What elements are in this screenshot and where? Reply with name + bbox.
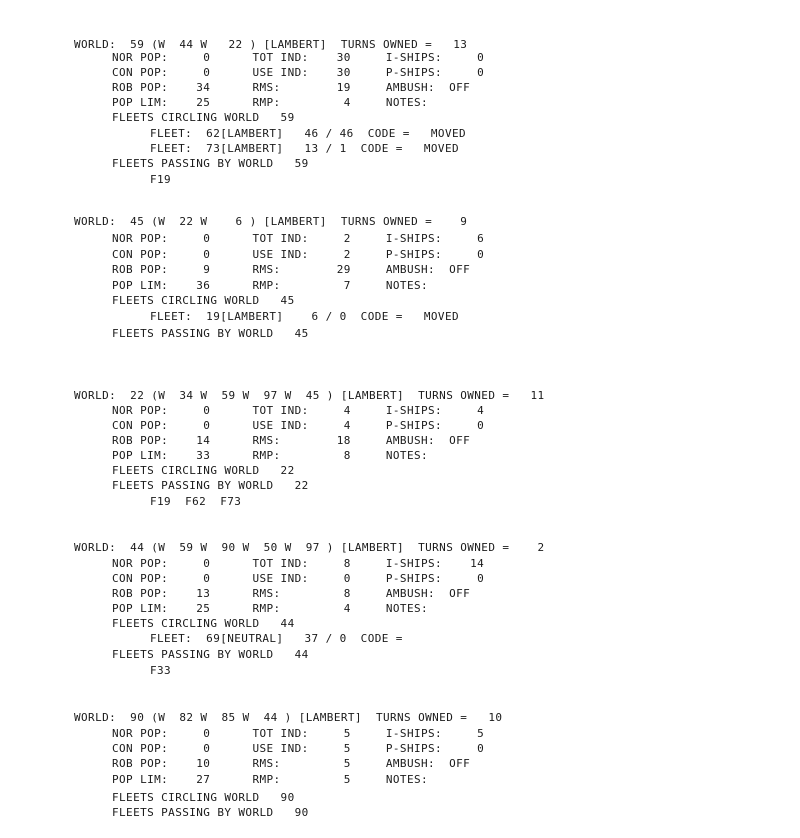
fleets-passing-header: FLEETS PASSING BY WORLD 44 <box>112 648 309 661</box>
world-stat-line: CON POP: 0 USE IND: 0 P-SHIPS: 0 <box>112 572 485 585</box>
world-stat-line: CON POP: 0 USE IND: 4 P-SHIPS: 0 <box>112 419 485 432</box>
world-stat-line: CON POP: 0 USE IND: 2 P-SHIPS: 0 <box>112 248 485 261</box>
world-stat-line: ROB POP: 9 RMS: 29 AMBUSH: OFF <box>112 263 471 276</box>
world-stat-line: POP LIM: 25 RMP: 4 NOTES: <box>112 96 429 109</box>
world-stat-line: NOR POP: 0 TOT IND: 5 I-SHIPS: 5 <box>112 727 485 740</box>
passing-fleet-list: F19 <box>150 173 172 186</box>
world-stat-line: NOR POP: 0 TOT IND: 4 I-SHIPS: 4 <box>112 404 485 417</box>
world-stat-line: POP LIM: 36 RMP: 7 NOTES: <box>112 279 429 292</box>
fleet-entry: FLEET: 19[LAMBERT] 6 / 0 CODE = MOVED <box>150 310 459 323</box>
world-stat-line: POP LIM: 33 RMP: 8 NOTES: <box>112 449 429 462</box>
fleets-circling-header: FLEETS CIRCLING WORLD 59 <box>112 111 295 124</box>
fleets-circling-header: FLEETS CIRCLING WORLD 44 <box>112 617 295 630</box>
world-header: WORLD: 45 (W 22 W 6 ) [LAMBERT] TURNS OWNED = 9 <box>74 215 468 228</box>
world-stat-line: CON POP: 0 USE IND: 30 P-SHIPS: 0 <box>112 66 485 79</box>
fleets-passing-header: FLEETS PASSING BY WORLD 45 <box>112 327 309 340</box>
world-header: WORLD: 22 (W 34 W 59 W 97 W 45 ) [LAMBERT] TURNS OWNED = 11 <box>74 389 545 402</box>
world-stat-line: ROB POP: 34 RMS: 19 AMBUSH: OFF <box>112 81 471 94</box>
fleets-circling-header: FLEETS CIRCLING WORLD 90 <box>112 791 295 804</box>
fleets-circling-header: FLEETS CIRCLING WORLD 45 <box>112 294 295 307</box>
fleets-passing-header: FLEETS PASSING BY WORLD 90 <box>112 806 309 819</box>
fleet-entry: FLEET: 62[LAMBERT] 46 / 46 CODE = MOVED <box>150 127 467 140</box>
world-stat-line: ROB POP: 10 RMS: 5 AMBUSH: OFF <box>112 757 471 770</box>
world-stat-line: NOR POP: 0 TOT IND: 2 I-SHIPS: 6 <box>112 232 485 245</box>
passing-fleet-list: F33 <box>150 664 172 677</box>
world-header: WORLD: 44 (W 59 W 90 W 50 W 97 ) [LAMBERT] TURNS OWNED = 2 <box>74 541 545 554</box>
fleet-entry: FLEET: 69[NEUTRAL] 37 / 0 CODE = <box>150 632 403 645</box>
world-stat-line: CON POP: 0 USE IND: 5 P-SHIPS: 0 <box>112 742 485 755</box>
world-stat-line: POP LIM: 27 RMP: 5 NOTES: <box>112 773 429 786</box>
world-stat-line: NOR POP: 0 TOT IND: 30 I-SHIPS: 0 <box>112 51 485 64</box>
fleet-entry: FLEET: 73[LAMBERT] 13 / 1 CODE = MOVED <box>150 142 459 155</box>
fleets-circling-header: FLEETS CIRCLING WORLD 22 <box>112 464 295 477</box>
world-stat-line: POP LIM: 25 RMP: 4 NOTES: <box>112 602 429 615</box>
world-header: WORLD: 59 (W 44 W 22 ) [LAMBERT] TURNS OWNED = 13 <box>74 38 468 51</box>
world-header: WORLD: 90 (W 82 W 85 W 44 ) [LAMBERT] TURNS OWNED = 10 <box>74 711 503 724</box>
world-stat-line: ROB POP: 13 RMS: 8 AMBUSH: OFF <box>112 587 471 600</box>
world-stat-line: NOR POP: 0 TOT IND: 8 I-SHIPS: 14 <box>112 557 485 570</box>
world-stat-line: ROB POP: 14 RMS: 18 AMBUSH: OFF <box>112 434 471 447</box>
fleets-passing-header: FLEETS PASSING BY WORLD 22 <box>112 479 309 492</box>
passing-fleet-list: F19 F62 F73 <box>150 495 242 508</box>
fleets-passing-header: FLEETS PASSING BY WORLD 59 <box>112 157 309 170</box>
